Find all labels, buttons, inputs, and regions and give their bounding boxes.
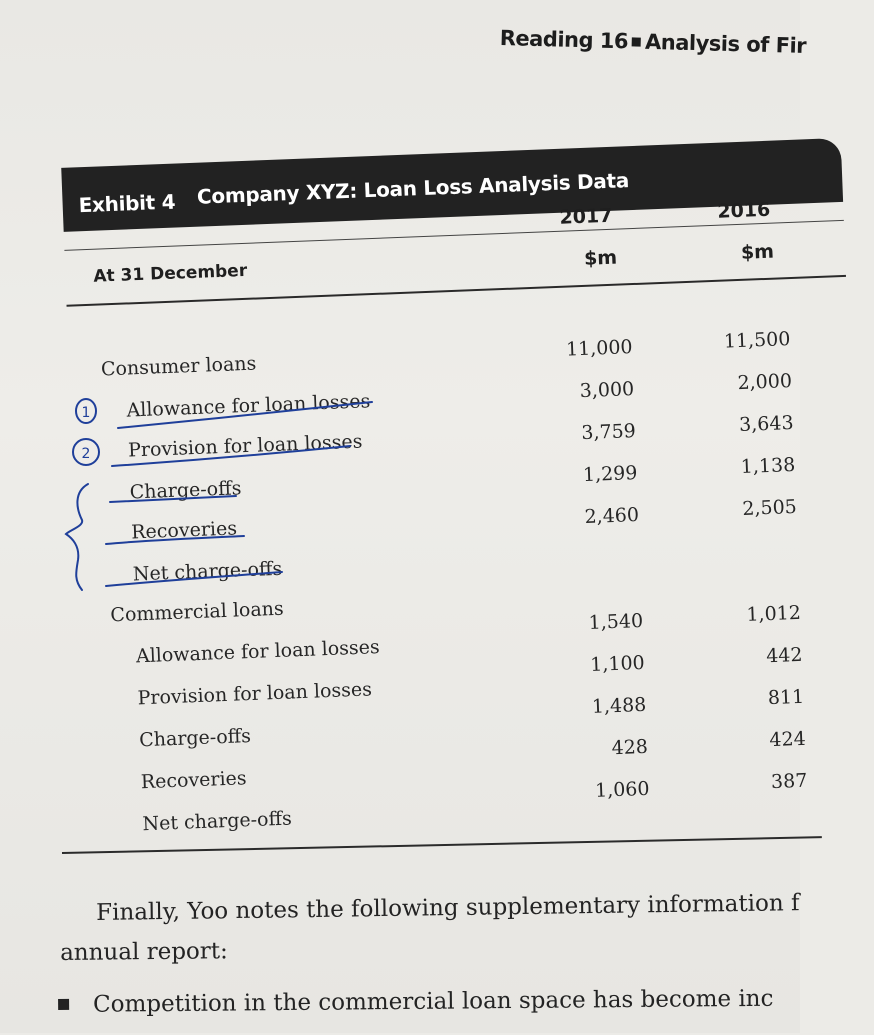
cell-2017: 2,460 bbox=[584, 503, 640, 529]
cell-2016: 2,505 bbox=[742, 495, 798, 520]
cell-2016: 1,138 bbox=[740, 453, 796, 479]
cell-2016: 442 bbox=[765, 643, 803, 668]
cell-2016: 424 bbox=[769, 727, 807, 752]
section-heading-consumer: Consumer loans bbox=[100, 352, 257, 381]
cell-consumer-total-2016: 11,500 bbox=[723, 328, 791, 353]
row-label: Net charge-offs bbox=[132, 557, 283, 586]
bullet-text: Competition in the commercial loan space has become inc bbox=[92, 985, 774, 1018]
cell-2017: 3,759 bbox=[580, 420, 637, 445]
cell-2017: 1,060 bbox=[594, 777, 650, 802]
column-year-2017: 2017 bbox=[559, 204, 613, 229]
reading-title: Analysis of Fir bbox=[644, 29, 806, 58]
column-unit-2016: $m bbox=[740, 240, 775, 264]
row-label: Allowance for loan losses bbox=[126, 390, 371, 422]
cell-2017: 1,299 bbox=[582, 462, 638, 487]
row-label: Allowance for loan losses bbox=[135, 636, 381, 668]
row-label: Provision for loan losses bbox=[137, 678, 373, 710]
exhibit-number: Exhibit 4 bbox=[78, 189, 176, 218]
exhibit-heading: Company XYZ: Loan Loss Analysis Data bbox=[196, 168, 630, 209]
row-label: Recoveries bbox=[130, 517, 238, 544]
as-at-label: At 31 December bbox=[93, 260, 248, 287]
mark-1-text: 1 bbox=[81, 405, 91, 421]
column-unit-2017: $m bbox=[583, 246, 618, 270]
reading-number: Reading 16 bbox=[499, 25, 629, 54]
row-label: Net charge-offs bbox=[142, 807, 293, 836]
cell-2017: 3,000 bbox=[579, 378, 635, 403]
row-label: Provision for loan losses bbox=[127, 430, 363, 462]
cell-2016: 1,012 bbox=[746, 601, 802, 626]
row-label: Charge-offs bbox=[129, 477, 242, 504]
cell-2016: 387 bbox=[770, 769, 808, 794]
row-label: Recoveries bbox=[140, 767, 247, 794]
cell-2017: 1,488 bbox=[591, 693, 647, 718]
body-text-line-1: Finally, Yoo notes the following supplementary information f bbox=[96, 890, 800, 926]
column-year-2016: 2016 bbox=[716, 198, 771, 223]
section-heading-commercial: Commercial loans bbox=[110, 597, 285, 627]
cell-2016: 2,000 bbox=[737, 370, 793, 395]
cell-2016: 811 bbox=[767, 685, 805, 710]
cell-consumer-total-2017: 11,000 bbox=[565, 336, 633, 361]
cell-2017: 1,100 bbox=[589, 651, 646, 676]
cell-2016: 3,643 bbox=[738, 411, 794, 437]
row-label: Charge-offs bbox=[138, 725, 252, 752]
cell-2017: 428 bbox=[611, 735, 649, 760]
mark-2-text: 2 bbox=[81, 446, 91, 462]
body-text-line-2: annual report: bbox=[60, 938, 228, 966]
bullet-item bbox=[58, 986, 774, 1018]
bullet-square-icon bbox=[58, 998, 69, 1009]
cell-2017: 1,540 bbox=[588, 609, 644, 634]
